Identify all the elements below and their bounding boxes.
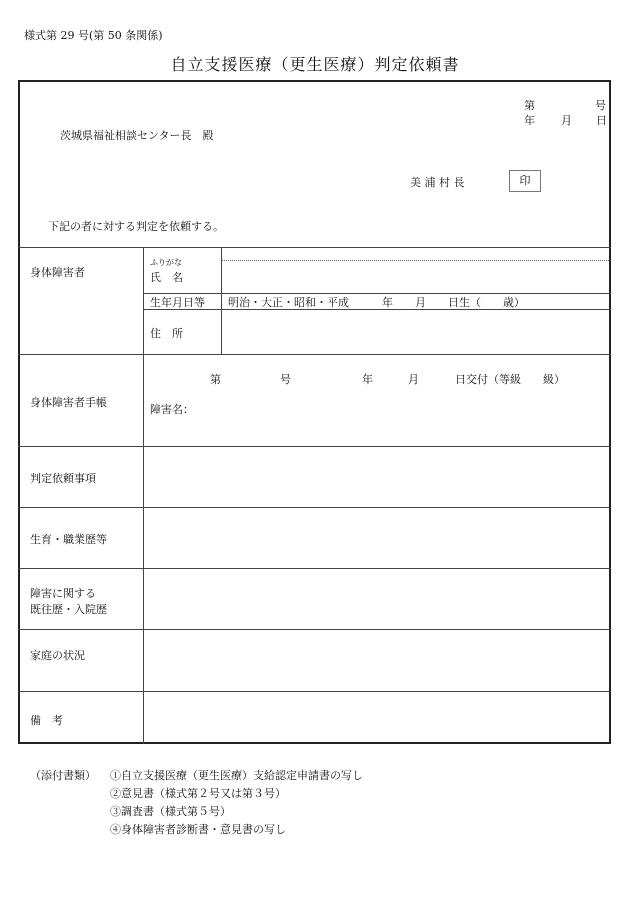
request-items-label: 判定依頼事項: [30, 472, 96, 485]
divider-request-career: [18, 507, 611, 508]
remarks-label: 備 考: [30, 714, 63, 727]
attachment-item-4: ④身体障害者診断書・意見書の写し: [110, 823, 286, 836]
family-label: 家庭の状況: [30, 649, 85, 662]
attachment-item-2: ②意見書（様式第２号又は第３号）: [110, 787, 286, 800]
handbook-label: 身体障害者手帳: [30, 396, 107, 409]
divider-career-history: [18, 568, 611, 569]
address-label: 住 所: [150, 327, 183, 340]
divider-history-family: [18, 629, 611, 630]
divider-top-section: [18, 247, 611, 248]
handbook-dai: 第: [210, 373, 221, 386]
date-year: 年: [524, 114, 535, 127]
furigana-label: ふりがな: [150, 258, 182, 267]
name-label: 氏 名: [150, 271, 183, 284]
number-go: 号: [595, 99, 606, 112]
furigana-divider: [221, 260, 611, 261]
handbook-year: 年: [362, 373, 373, 386]
history-label-line2: 既往歴・入院歴: [30, 603, 107, 616]
handbook-go: 号: [280, 373, 291, 386]
request-text: 下記の者に対する判定を依頼する。: [48, 220, 224, 233]
number-dai: 第: [524, 99, 535, 112]
history-label-line1: 障害に関する: [30, 587, 96, 600]
birth-label: 生年月日等: [150, 296, 205, 309]
attachment-item-3: ③調査書（様式第５号）: [110, 805, 231, 818]
person-section-label: 身体障害者: [30, 266, 85, 279]
attachment-item-1: ①自立支援医療（更生医療）支給認定申請書の写し: [110, 769, 363, 782]
divider-person-handbook: [18, 354, 611, 355]
sublabel-column-divider: [221, 247, 222, 354]
handbook-issue: 日交付（等級 級）: [455, 373, 565, 386]
addressee: 茨城県福祉相談センター長 殿: [60, 129, 214, 142]
disability-name-label: 障害名：: [150, 403, 194, 416]
date-day: 日: [596, 114, 607, 127]
date-month: 月: [561, 114, 572, 127]
label-column-divider: [143, 247, 144, 744]
seal-box: 印: [509, 170, 541, 192]
handbook-month: 月: [408, 373, 419, 386]
career-label: 生育・職業歴等: [30, 533, 107, 546]
divider-family-remarks: [18, 691, 611, 692]
form-code: 様式第 29 号(第 50 条関係): [24, 29, 163, 42]
divider-handbook-request: [18, 446, 611, 447]
attachments-label: （添付書類）: [30, 769, 96, 782]
form-title: 自立支援医療（更生医療）判定依頼書: [170, 55, 460, 74]
sender-name: 美 浦 村 長: [410, 176, 465, 189]
birth-value: 明治・大正・昭和・平成 年 月 日生（ 歳）: [228, 296, 525, 309]
